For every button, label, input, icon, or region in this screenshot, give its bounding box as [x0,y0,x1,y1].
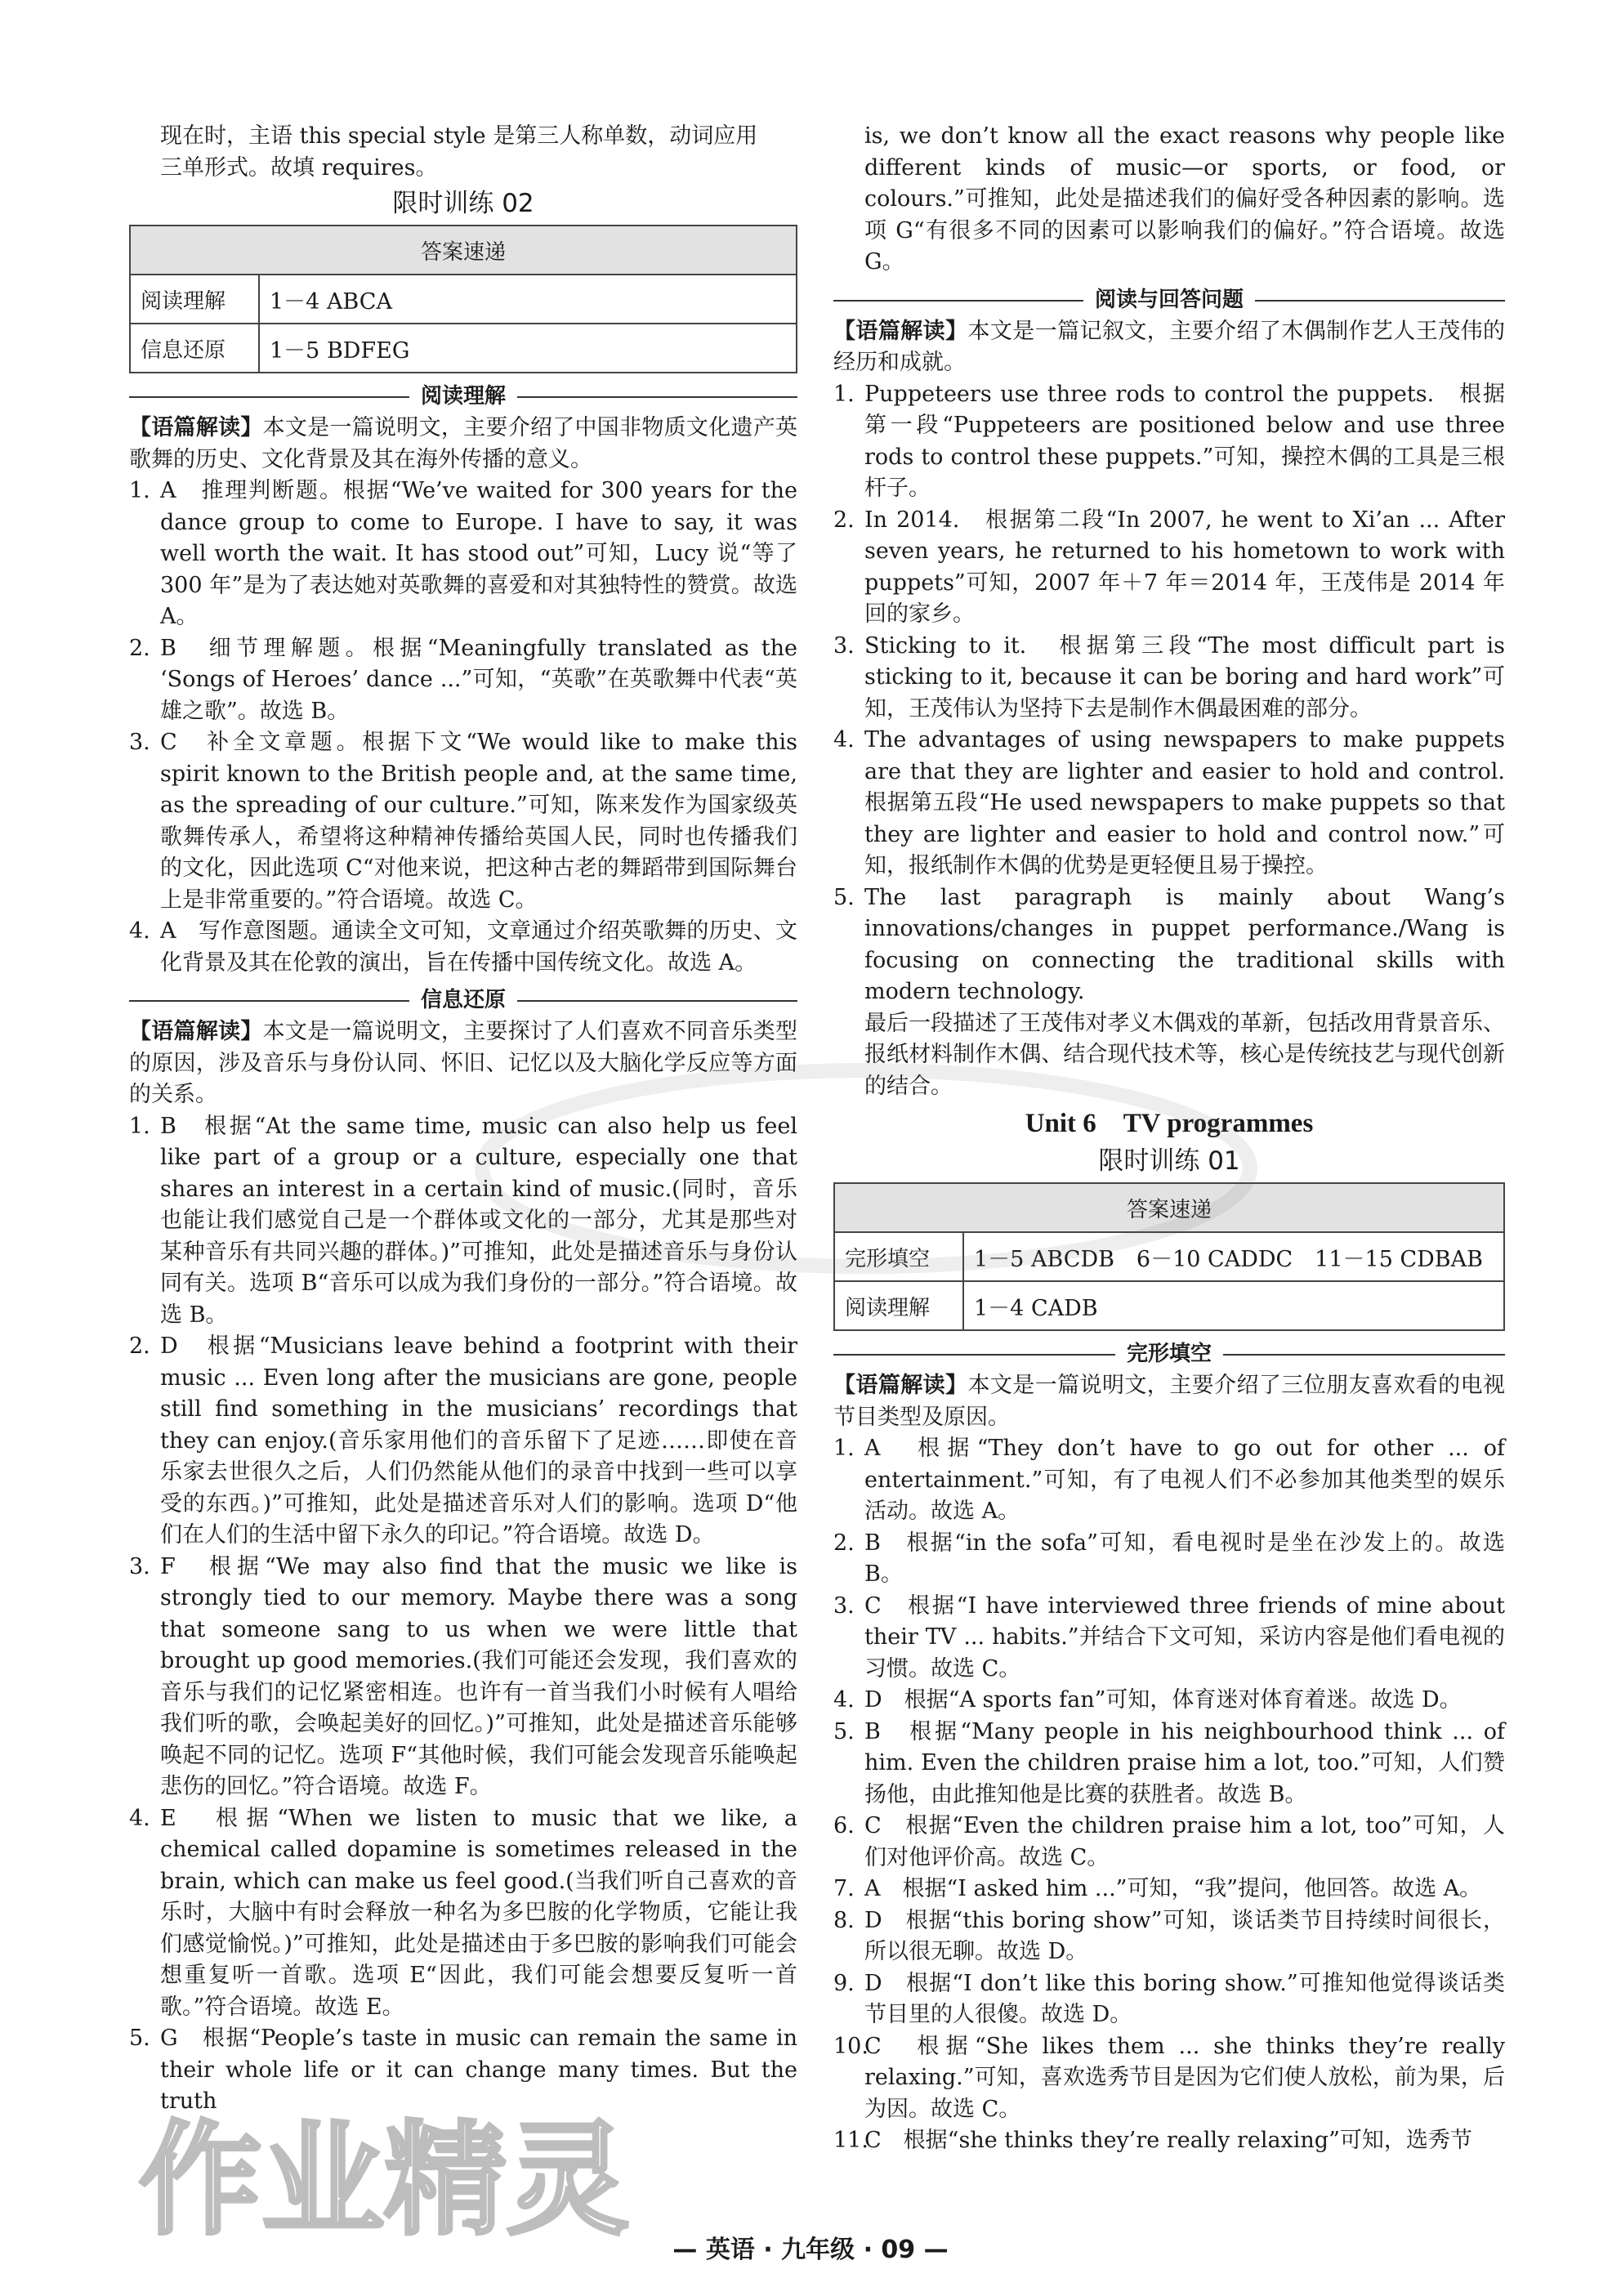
answer-table-header: 答案速递 [130,226,797,275]
item-text: Sticking to it. 根据第三段“The most difficult part is sticking to it, because it can be boring and hard work”可知，王茂伟认为坚持下去是制作木偶最困难的部分。 [864,632,1505,721]
answer-item [833,1717,1505,1811]
passage-intro [833,316,1505,379]
section-label: 阅读理解 [409,382,517,411]
page-footer: — 英语 · 九年级 · 09 — [672,2236,949,2264]
answer-item [833,1433,1505,1528]
intro-tag: 【语篇解读】 [129,415,263,440]
item-text: C 根据“I have interviewed three friends of mine about their TV ... habits.”并结合下文可知，采访内容是他们看电视的习惯。故选 C。 [864,1592,1505,1682]
item-text: G 根据“People’s taste in music can remain the same in their whole life or it can change many times. But the truth [160,2026,797,2114]
item-number: 9. [833,1970,855,1996]
item-number: 4. [833,1687,855,1713]
passage-intro [129,413,797,476]
item-text: B 根据“At the same time, music can also help us feel like part of a group or a culture, especially one that shares an interest in a certain kind of music.(同时，音乐也能让我们感觉自己是一个群体或文化的一部分，尤其是那些对某种音乐有共同兴趣的群体。)”可推知，此处是描述音乐与身份认同有关。选项 B“音乐可以成为我们身份的一部分。”符合语境。故选 B。 [160,1113,797,1328]
answer-row-value: 1－4 CADB [963,1281,1504,1330]
answer-item [833,725,1527,882]
item-text: C 根据“She likes them ... she thinks they’re really relaxing.”可知，喜欢选秀节目是因为它们使人放松，前为果，后为因。故选 C。 [864,2033,1505,2122]
answer-item [129,633,797,728]
answer-item [833,1528,1505,1591]
item-number: 1. [833,1436,855,1461]
answer-table-left [129,225,797,373]
answer-item [833,2031,1505,2126]
item-text: In 2014. 根据第二段“In 2007, he went to Xi’an ... After seven years, he returned to his hometown to work with puppets”可知，2007 年＋7 年＝2014 年，王茂伟是 2014 年回的家乡。 [864,507,1505,627]
item-text: C 补全文章题。根据下文“We would like to make this spirit known to the British people and, at the same time, as the spreading of our culture.”可知，陈来发作为国家级英歌舞传承人，希望将这种精神传播给英国人民，同时也传播我们的文化，因此选项 C“对他来说，把这种古老的舞蹈带到国际舞台上是非常重要的。”符合语境。故选 C。 [160,730,797,913]
item-number: 4. [129,1805,150,1831]
answer-item [833,1968,1505,2031]
item-text: D 根据“I don’t like this boring show.”可推知他觉得谈话类节目里的人很傻。故选 D。 [864,1970,1505,2027]
item-number: 3. [129,730,150,755]
item-number: 3. [833,1592,855,1619]
answer-item [833,1685,1505,1717]
section-divider-reading [129,382,797,411]
item-number: 4. [833,727,855,753]
item-text: The last paragraph is mainly about Wang’s innovations/changes in puppet performance./Wang is focusing on connecting the traditional skills with modern technology. [864,884,1505,1004]
item-number: 11. [833,2128,869,2153]
intro-text: 本文是一篇记叙文，主要介绍了木偶制作艺人王茂伟的经历和成就。 [833,318,1506,375]
item-text: D 根据“this boring show”可知，谈话类节目持续时间很长，所以很无聊。故选 D。 [864,1907,1505,1964]
intro-text: 本文是一篇说明文，主要介绍了中国非物质文化遗产英歌舞的历史、文化背景及其在海外传播的意义。 [129,415,798,472]
section-divider-qa [833,285,1505,315]
item-text: B 根据“in the sofa”可知，看电视时是坐在沙发上的。故选 B。 [864,1530,1505,1587]
item-number: 1. [129,1113,150,1139]
answer-row-label: 信息还原 [130,324,259,373]
section-title-02: 限时训练 02 [392,189,534,218]
item-number: 7. [833,1876,855,1901]
item-text: Puppeteers use three rods to control the puppets. 根据第一段“Puppeteers are positioned below and use three rods to control these puppets.”可知，操控木偶的工具是三根杆子。 [864,381,1505,501]
item-number: 4. [129,918,150,944]
answer-item [129,1552,797,1803]
item-text: D 根据“A sports fan”可知，体育迷对体育着迷。故选 D。 [864,1687,1462,1713]
center-watermark-logo [458,1046,1275,1291]
answer-item [833,505,1505,631]
top-line-1: 现在时，主语 this special style 是第三人称单数，动词应用 [160,123,758,149]
answer-item [833,631,1505,726]
item-text: The advantages of using newspapers to make puppets are that they are lighter and easier to hold and control. 根据第五段“He used newspapers to make puppets so that they are lighter and easier to hold and control now.”可知，报纸制作木偶的优势是更轻便且易于操控。 [864,727,1527,878]
intro-text: 本文是一篇说明文，主要探讨了人们喜欢不同音乐类型的原因，涉及音乐与身份认同、怀旧、记忆以及大脑化学反应等方面的关系。 [129,1019,798,1107]
item-text: C 根据“she thinks they’re really relaxing”可知，选秀节 [864,2128,1472,2153]
section-title-01: 限时训练 01 [1098,1146,1240,1176]
intro-text: 本文是一篇说明文，主要介绍了三位朋友喜欢看的电视节目类型及原因。 [833,1373,1506,1430]
passage-intro [833,1370,1505,1433]
item-text: A 根据“I asked him ...”可知，“我”提问，他回答。故选 A。 [864,1876,1482,1901]
answer-row-label: 完形填空 [834,1232,963,1281]
answer-item [833,1811,1505,1874]
item-number: 1. [833,381,855,407]
answer-row [130,275,797,324]
item-number: 5. [129,2026,150,2051]
unit-title: Unit 6 TV programmes [1025,1109,1314,1138]
item-number: 2. [833,507,855,533]
answer-item [833,1591,1505,1686]
top-line-2: 三单形式。故填 requires。 [160,154,438,181]
item-number: 5. [833,884,855,910]
item-number: 8. [833,1907,855,1933]
item-number: 3. [129,1553,150,1579]
item-text: C 根据“Even the children praise him a lot, too”可知，人们对他评价高。故选 C。 [864,1813,1505,1870]
item-text: E 根据“When we listen to music that we like, a chemical called dopamine is sometimes released in the brain, which can make us feel good.(当我们听自己喜欢的音乐时，大脑中有时会释放一种名为多巴胺的化学物质，它能让我们感觉愉悦。)”可推知，此处是描述由于多巴胺的影响我们可能会想重复听一首歌。选项 E“因此，我们可能会想要反复听一首歌。”符合语境。故选 E。 [160,1805,797,2020]
answer-row-value: 1－5 ABCDB 6－10 CADDC 11－15 CDBAB [963,1232,1504,1281]
section-label: 阅读与回答问题 [1083,285,1255,315]
section-label: 完形填空 [1115,1339,1223,1369]
item-number: 2. [833,1530,855,1556]
intro-tag: 【语篇解读】 [833,1373,968,1398]
watermark-text: 作业精灵 [139,2110,630,2252]
answer-item [833,2125,1505,2157]
item-number: 2. [129,635,150,661]
answer-item [129,476,797,633]
continuation-text: is, we don’t know all the exact reasons why people like different kinds of music—or sports, or food, or colours.”可推知，此处是描述我们的偏好受各种因素的影响。选项 G“有很多不同的因素可以影响我们的偏好。”符合语境。故选 G。 [864,123,1505,275]
intro-tag: 【语篇解读】 [129,1019,263,1044]
answer-item [129,916,797,979]
section-divider-info [129,985,797,1015]
answer-item [833,1874,1505,1905]
answer-row-label: 阅读理解 [834,1281,963,1330]
item-number: 5. [833,1718,855,1744]
answer-item [833,1905,1505,1968]
item-text: D 根据“Musicians leave behind a footprint with their music ... Even long after the musicians are gone, people still find something in the musicians’ recordings that they can enjoy.(音乐家用他们的音乐留下了足迹……即使在音乐家去世很久之后，人们仍然能从他们的录音中找到一些可以享受的东西。)”可推知，此处是描述音乐对人们的影响。选项 D“他们在人们的生活中留下永久的印记。”符合语境。故选 D。 [160,1333,797,1548]
item-number: 1. [129,478,150,503]
item-text: B 细节理解题。根据“Meaningfully translated as the ‘Songs of Heroes’ dance ...”可知，“英歌”在英歌舞中代表“英雄之歌”。故选 B。 [160,635,797,724]
answer-item [129,727,797,916]
section-label: 信息还原 [409,985,517,1015]
answer-item [129,1803,797,2024]
item-text: A 根据“They don’t have to go out for other ... of entertainment.”可知，有了电视人们不必参加其他类型的娱乐活动。故选 A。 [864,1436,1505,1524]
item-text: B 根据“Many people in his neighbourhood think ... of him. Even the children praise him a lot, too.”可知，人们赞扬他，由此推知他是比赛的获胜者。故选 B。 [864,1718,1505,1807]
answer-row-label: 阅读理解 [130,275,259,324]
answer-row [130,324,797,373]
item-text: A 写作意图题。通读全文可知，文章通过介绍英歌舞的历史、文化背景及其在伦敦的演出，旨在传播中国传统文化。故选 A。 [160,918,797,976]
item-number: 3. [833,632,855,659]
section-divider-cloze [833,1339,1505,1369]
answer-table-header: 答案速递 [834,1183,1504,1232]
item-text: A 推理判断题。根据“We’ve waited for 300 years for the dance group to come to Europe. I have to say, it was well worth the wait. It has stood out”可知，Lucy 说“等了 300 年”是为了表达她对英歌舞的喜爱和对其独特性的赞赏。故选 A。 [160,478,797,629]
item-number: 10. [833,2033,869,2059]
item-number: 2. [129,1333,150,1359]
answer-row-value: 1－5 BDFEG [259,324,797,373]
item-text: F 根据“We may also find that the music we like is strongly tied to our memory. Maybe there was a song that someone sang to us when we were little that brought up good memories.(我们可能还会发现，我们喜欢的音乐与我们的记忆紧密相连。也许有一首当我们小时候有人唱给我们听的歌，会唤起美好的回忆。)”可推知，此处是描述音乐能够唤起不同的记忆。选项 F“其他时候，我们可能会发现音乐能唤起悲伤的回忆。”符合语境。故选 F。 [160,1553,797,1799]
answer-item [833,379,1505,505]
answer-item [129,1331,797,1552]
item-number: 6. [833,1813,855,1838]
intro-tag: 【语篇解读】 [833,318,968,344]
answer-row-value: 1－4 ABCA [259,275,797,324]
item-explanation: 最后一段描述了王茂伟对孝义木偶戏的革新，包括改用背景音乐、报纸材料制作木偶、结合现代技术等，核心是传统技艺与现代创新的结合。 [864,1010,1505,1099]
